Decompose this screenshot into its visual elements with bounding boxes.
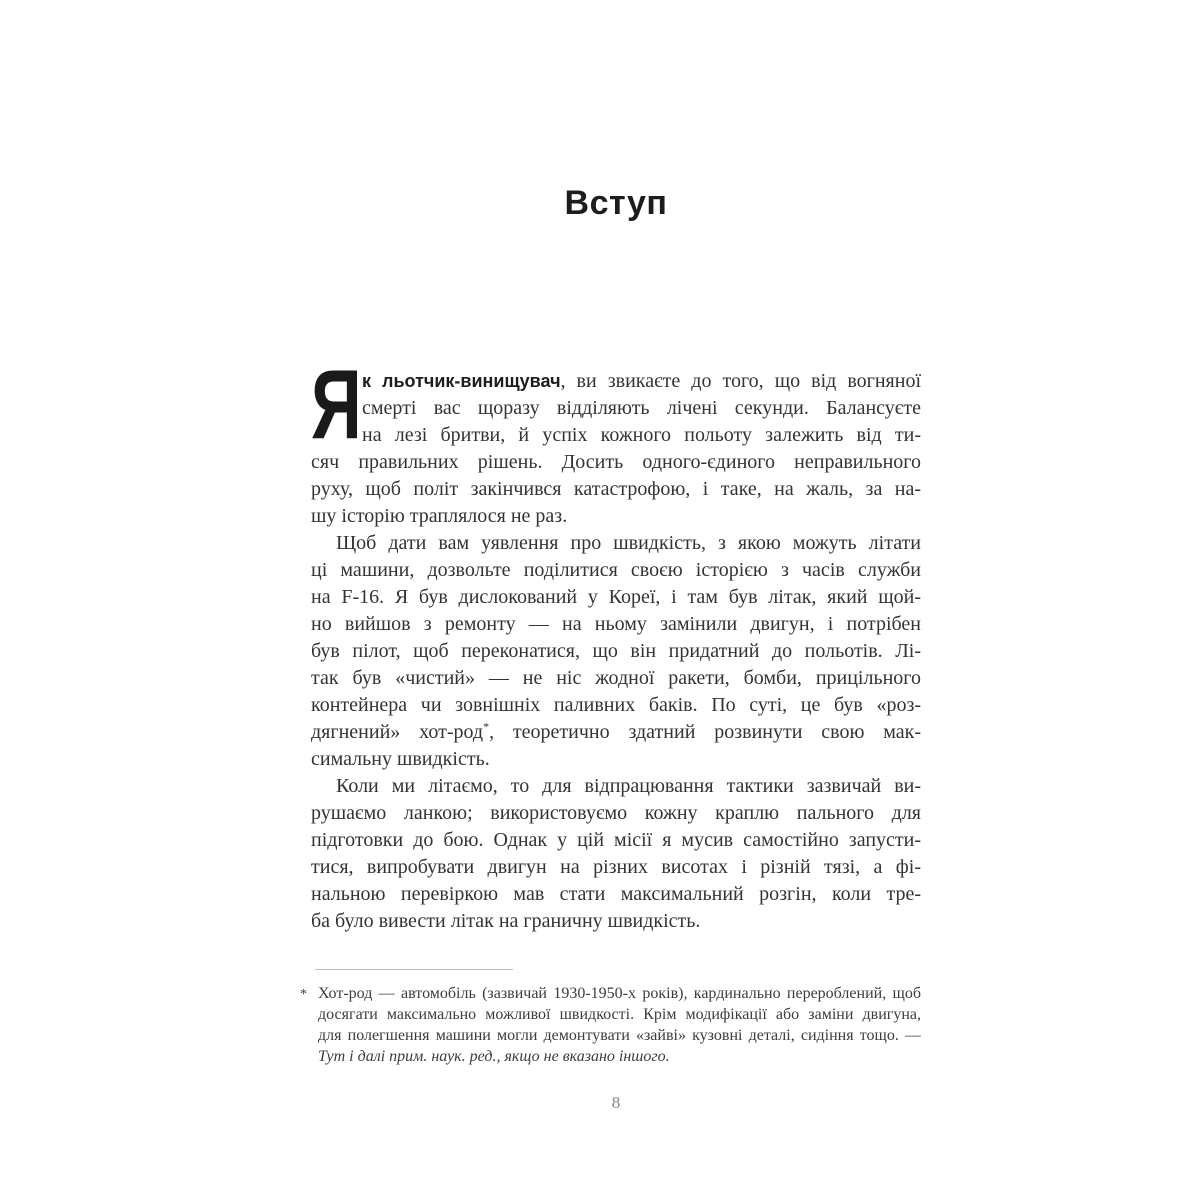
footnote-line: Хот-род — автомобіль (зазвичай 1930-1950-х років), кардинально перероблений, щоб xyxy=(318,985,921,1002)
body-line: Коли ми літаємо, то для відпрацювання тактики зазвичай ви- xyxy=(336,775,921,797)
body-line: був пілот, щоб переконатися, що він придатний до польотів. Лі- xyxy=(311,640,921,662)
body-line: на лезі бритви, й успіх кожного польоту залежить від ти- xyxy=(362,424,921,446)
body-line: контейнера чи зовнішніх паливних баків. По суті, це був «роз- xyxy=(311,694,921,716)
drop-cap-container xyxy=(311,349,362,459)
chapter-title: Вступ xyxy=(564,183,668,222)
body-line: ці машини, дозвольте поділитися своєю історією з часів служби xyxy=(311,559,921,581)
body-line: Щоб дати вам уявлення про швидкість, з якою можуть літати xyxy=(336,532,921,554)
body-line xyxy=(362,368,921,395)
body-line: підготовки до бою. Однак у цій місії я мусив самостійно запусти- xyxy=(311,829,921,851)
footnote-separator xyxy=(315,969,513,970)
footnote-marker: * xyxy=(300,987,307,1002)
footnote-reference-mark: * xyxy=(483,719,490,734)
body-line: ба було вивести літак на граничну швидкість. xyxy=(311,910,701,932)
body-line xyxy=(311,719,921,746)
drop-cap-letter: Я xyxy=(311,349,362,459)
body-line: руху, щоб політ закінчився катастрофою, і таке, на жаль, за на- xyxy=(311,478,921,500)
body-line: смерті вас щоразу відділяють лічені секунди. Балансуєте xyxy=(362,397,921,419)
body-line: тися, випробувати двигун на різних висотах і різній тязі, а фі- xyxy=(311,856,921,878)
paragraph-1 xyxy=(311,349,921,530)
body-line-text: , теоретично здатний розвинути свою мак- xyxy=(489,721,921,743)
paragraph-2 xyxy=(311,530,921,773)
body-line: сяч правильних рішень. Досить одного-єдиного неправильного xyxy=(311,451,921,473)
footnote-line: досягати максимально можливої швидкості. Крім модифікації або заміни двигуна, xyxy=(318,1006,921,1023)
body-text-block xyxy=(311,349,921,935)
body-line: рушаємо ланкою; використовуємо кожну краплю пального для xyxy=(311,802,921,824)
body-line: так був «чистий» — не ніс жодної ракети, бомби, прицільного xyxy=(311,667,921,689)
page-number: 8 xyxy=(611,1093,621,1112)
body-line: на F-16. Я був дислокований у Кореї, і там був літак, який щой- xyxy=(311,586,921,608)
body-line: симальну швидкість. xyxy=(311,748,490,770)
paragraph-3 xyxy=(311,773,921,935)
body-line: но вийшов з ремонту — на ньому замінили двигун, і потрібен xyxy=(311,613,921,635)
body-line: нальною перевіркою мав стати максимальний розгін, коли тре- xyxy=(311,883,921,905)
body-line-text: дягнений» хот-род xyxy=(311,721,484,743)
bold-lead-phrase: к льотчик-винищувач xyxy=(362,371,561,391)
footnote-block xyxy=(300,984,921,1068)
footnote-editor-note: Тут і далі прим. наук. ред., якщо не вказано іншого. xyxy=(318,1048,670,1065)
body-line: шу історію траплялося не раз. xyxy=(311,505,568,527)
footnote-line: для полегшення машини могли демонтувати «зайві» кузовні деталі, сидіння тощо. — xyxy=(318,1027,921,1044)
body-line-text: , ви звикаєте до того, що від вогняної xyxy=(560,370,921,392)
